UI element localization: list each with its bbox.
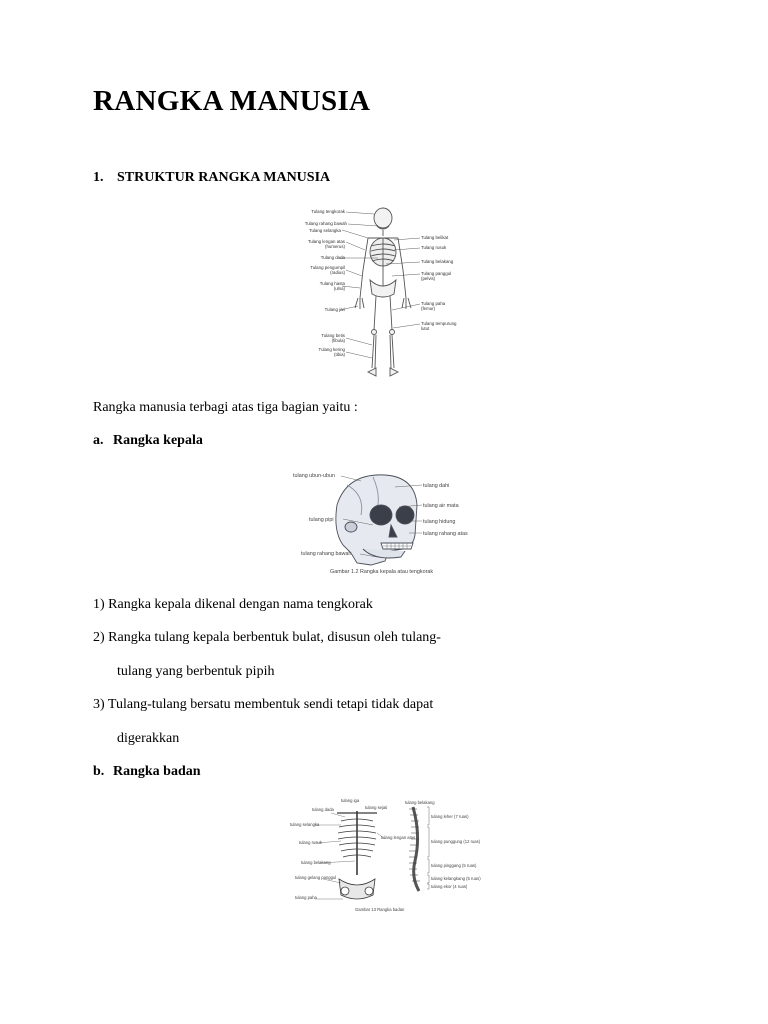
kepala-point-2-continued: tulang yang berbentuk pipih — [117, 664, 275, 679]
subsection-a-letter: a. — [93, 433, 104, 448]
label-tulang-tengkorak: Tulang tengkorak — [311, 209, 345, 214]
label-tulang-panggul: Tulang panggul — [421, 271, 452, 276]
label-tulang-pinggang: tulang pinggang (5 ruas) — [431, 863, 477, 868]
label-tulang-iga: tulang iga — [341, 798, 360, 803]
skull-figure — [285, 465, 485, 580]
label-tulang-selangka: tulang selangka — [290, 822, 320, 827]
label-tulang-kelangkang: tulang kelangkang (5 ruas) — [431, 876, 481, 881]
label-tulang-belakang: Tulang belakang — [421, 259, 454, 264]
trunk-brackets — [427, 807, 429, 889]
skull-caption: Gambar 1.2 Rangka kepala atau tengkorak — [330, 569, 434, 575]
label-tibia: (tibia) — [334, 352, 345, 357]
skeleton-drawing — [355, 208, 411, 376]
label-radius: (radius) — [330, 270, 345, 275]
label-tulang-ekor: tulang ekor (4 ruas) — [431, 884, 468, 889]
kepala-point-3: 3) Tulang-tulang bersatu membentuk sendi tetapi tidak dapat — [93, 697, 434, 712]
label-femur: (femur) — [421, 306, 436, 311]
label-ulna: (ulna) — [333, 286, 345, 291]
label-tulang-paha: tulang paha — [295, 895, 317, 900]
skeleton-figure — [300, 200, 480, 385]
label-tulang-rahang-bawah: Tulang rahang bawah — [304, 221, 347, 226]
kepala-point-1: 1) Rangka kepala dikenal dengan nama tengkorak — [93, 597, 373, 612]
label-tulang-leher: tulang leher (7 ruas) — [431, 814, 469, 819]
label-tulang-belikat: Tulang belikat — [421, 235, 449, 240]
subsection-a-heading — [93, 433, 203, 449]
label-tulang-punggung: tulang punggung (12 ruas) — [431, 839, 481, 844]
label-tulang-rahang-atas: tulang rahang atas — [423, 531, 468, 537]
label-tulang-jari: Tulang jari — [324, 307, 345, 312]
subsection-b-heading — [93, 764, 201, 780]
label-tulang-betis: Tulang betis — [321, 333, 345, 338]
kepala-point-2: 2) Rangka tulang kepala berbentuk bulat, disusun oleh tulang- — [93, 630, 441, 645]
label-tulang-dahi: tulang dahi — [423, 483, 450, 489]
subsection-b-letter: b. — [93, 764, 105, 779]
label-fibula: (fibula) — [331, 338, 345, 343]
label-tulang-ubun-ubun: tulang ubun-ubun — [293, 473, 335, 479]
label-tulang-lengan-atas: Tulang lengan atas — [307, 239, 345, 244]
label-tulang-rahang-bawah: tulang rahang bawah — [301, 551, 352, 557]
label-tulang-pipi: tulang pipi — [309, 517, 334, 523]
label-tulang-gelang-panggul: tulang gelang panggul — [295, 875, 337, 880]
label-tulang-dada: Tulang dada — [320, 255, 345, 260]
label-humerus: (humerus) — [324, 244, 345, 249]
label-tulang-tempurung: Tulang tempurung — [421, 321, 457, 326]
section-number: 1. — [93, 170, 104, 185]
section-title: STRUKTUR RANGKA MANUSIA — [117, 170, 331, 185]
label-tulang-kering: Tulang kering — [318, 347, 345, 352]
intro-paragraph: Rangka manusia terbagi atas tiga bagian yaitu : — [93, 400, 358, 415]
label-tulang-sejati: tulang sejati — [365, 805, 388, 810]
label-tulang-belakang-top: tulang belakang — [405, 800, 435, 805]
kepala-point-3-continued: digerakkan — [117, 731, 180, 746]
label-pelvis: (pelvis) — [421, 276, 436, 281]
label-tulang-belakang: tulang belakang — [301, 860, 331, 865]
trunk-drawing — [337, 807, 420, 899]
label-tulang-rusuk: Tulang rusuk — [421, 245, 447, 250]
document-title: RANGKA MANUSIA — [93, 85, 371, 117]
label-tulang-hasta: Tulang hasta — [319, 281, 345, 286]
label-tulang-paha: Tulang paha — [421, 301, 446, 306]
label-tulang-selangka: Tulang selangka — [308, 228, 341, 233]
skeleton-labels-right — [421, 235, 457, 331]
skeleton-label-lines — [340, 212, 420, 358]
trunk-labels — [290, 798, 481, 912]
label-tulang-rusuk: tulang rusuk — [299, 840, 322, 845]
section-heading — [93, 170, 330, 186]
label-tulang-lengan-atas: tulang lengan atas — [381, 835, 416, 840]
label-tulang-air-mata: tulang air mata — [423, 503, 459, 509]
subsection-b-title: Rangka badan — [113, 764, 201, 779]
skeleton-labels-left — [305, 209, 348, 357]
label-tulang-hidung: tulang hidung — [423, 519, 456, 525]
label-tulang-dada: tulang dada — [312, 807, 334, 812]
label-lutut: lutut — [421, 326, 430, 331]
trunk-caption: Gambar 13 Rangka badan — [355, 907, 405, 912]
label-tulang-pengumpil: Tulang pengumpil — [310, 265, 345, 270]
trunk-figure — [285, 795, 495, 920]
subsection-a-title: Rangka kepala — [113, 433, 203, 448]
